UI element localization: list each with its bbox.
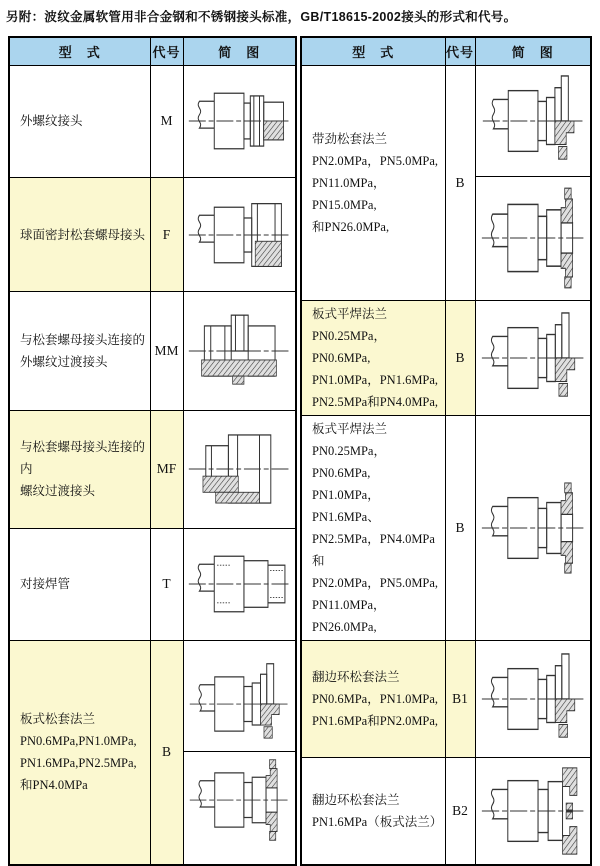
- necked-loose-flange-section-icon: [479, 186, 587, 290]
- diagram-cell: [183, 529, 296, 641]
- plate-loose-flange-section-icon: [187, 758, 291, 842]
- type-text-line: 对接焊管: [20, 577, 71, 592]
- header-cell-type: 型 式: [9, 37, 150, 65]
- type-cell: [301, 757, 445, 865]
- table-row-flanged-ring-plate-flange: [301, 757, 591, 865]
- type-text-line: 板式平焊法兰: [312, 421, 388, 436]
- type-text-line: PN2.0MPa，PN5.0MPa,: [312, 153, 439, 168]
- type-text-line: PN2.5MPa，PN4.0MPa和: [312, 531, 435, 568]
- type-cell: [9, 178, 150, 292]
- table-row-flanged-ring-loose-flange: [301, 640, 591, 757]
- type-text-line: PN11.0MPa，PN26.0MPa,: [312, 597, 386, 634]
- type-text-line: PN0.6MPa，PN1.0MPa,: [312, 691, 439, 706]
- type-text-line: PN1.6MPa（板式法兰）: [312, 814, 443, 829]
- diagram-subcell: [476, 176, 591, 300]
- plate-weld-flange-icon: [479, 311, 587, 405]
- type-cell: [301, 640, 445, 757]
- diagram-cell-split: [475, 65, 591, 300]
- male-female-transition-fitting-icon: [186, 426, 292, 512]
- type-text-line: PN11.0MPa，PN15.0MPa,: [312, 175, 386, 212]
- type-cell: [9, 640, 150, 865]
- type-text-line: PN2.5MPa和PN4.0MPa,: [312, 394, 439, 409]
- code-cell: MF: [150, 410, 183, 529]
- code-cell: MM: [150, 292, 183, 411]
- type-text-line: PN1.6MPa,PN2.5MPa,: [20, 756, 137, 771]
- diagram-subcell: [184, 656, 296, 751]
- code-cell: B: [445, 415, 475, 640]
- table-row-male-male-transition: [9, 292, 296, 411]
- code-cell: M: [150, 65, 183, 178]
- header-cell-code: 代号: [445, 37, 475, 65]
- table-row-plate-loose-flange: [9, 640, 296, 865]
- header-cell-diagram: 简 图: [475, 37, 591, 65]
- type-cell: [9, 65, 150, 178]
- type-text-line: PN0.25MPa，PN0.6MPa,: [312, 443, 386, 480]
- type-cell: [9, 410, 150, 529]
- connector-table-left: [8, 36, 297, 866]
- code-cell: F: [150, 178, 183, 292]
- header-cell-code: 代号: [150, 37, 183, 65]
- male-male-transition-fitting-icon: [186, 308, 292, 394]
- diagram-cell: [475, 757, 591, 865]
- tables-container: [8, 36, 600, 866]
- code-cell: B: [445, 300, 475, 415]
- necked-loose-flange-front-icon: [480, 74, 586, 168]
- type-text-line: PN0.25MPa，PN0.6MPa,: [312, 328, 386, 365]
- type-cell: [301, 415, 445, 640]
- type-text-line: PN1.6MPa和PN2.0MPa,: [312, 713, 439, 728]
- type-text-line: 与松套螺母接头连接的: [20, 332, 146, 347]
- type-text-line: 外螺纹接头: [20, 114, 83, 129]
- type-cell: [9, 529, 150, 641]
- header-row: [9, 37, 296, 65]
- type-text-line: 翻边环松套法兰: [312, 669, 400, 684]
- diagram-cell: [475, 415, 591, 640]
- butt-weld-pipe-icon: [186, 541, 292, 627]
- type-cell: [301, 300, 445, 415]
- diagram-cell: [183, 410, 296, 529]
- table-row-male-female-transition: [9, 410, 296, 529]
- diagram-cell: [183, 65, 296, 178]
- type-text-line: PN0.6MPa,PN1.0MPa,: [20, 734, 137, 749]
- table-row-butt-weld: [9, 529, 296, 641]
- diagram-subcell: [184, 751, 296, 848]
- diagram-subcell: [476, 66, 591, 176]
- type-text-line: 螺纹过渡接头: [20, 484, 96, 499]
- table-row-male-thread: [9, 65, 296, 178]
- type-text-line: PN1.0MPa，PN1.6MPa、: [312, 487, 380, 524]
- code-cell: B2: [445, 757, 475, 865]
- type-text-line: PN2.0MPa，PN5.0MPa,: [312, 575, 439, 590]
- code-cell: B: [150, 640, 183, 865]
- diagram-cell: [183, 178, 296, 292]
- type-text-line: 和PN4.0MPa: [20, 778, 88, 793]
- type-cell: [9, 292, 150, 411]
- table-row-plate-weld-flange-2: [301, 415, 591, 640]
- code-cell: B1: [445, 640, 475, 757]
- code-cell: B: [445, 65, 475, 300]
- type-text-line: 翻边环松套法兰: [312, 792, 400, 807]
- type-text-line: 外螺纹过渡接头: [20, 354, 108, 369]
- header-cell-diagram: 简 图: [183, 37, 296, 65]
- male-thread-fitting-icon: [186, 78, 292, 164]
- table-row-plate-weld-flange: [301, 300, 591, 415]
- code-cell: T: [150, 529, 183, 641]
- connector-table-right: [300, 36, 592, 866]
- page-caption: 另附：波纹金属软管用非合金钢和不锈钢接头标准，GB/T18615-2002接头的形式和代号。: [6, 10, 517, 24]
- diagram-cell: [475, 300, 591, 415]
- diagram-cell-split: [183, 640, 296, 865]
- table-row-spherical-swivel-nut: [9, 178, 296, 292]
- header-cell-type: 型 式: [301, 37, 445, 65]
- type-text-line: 球面密封松套螺母接头: [20, 227, 146, 242]
- type-text-line: 与松套螺母接头连接的内: [20, 440, 146, 477]
- header-row: [301, 37, 591, 65]
- diagram-cell: [475, 640, 591, 757]
- type-text-line: PN1.0MPa，PN1.6MPa,: [312, 372, 439, 387]
- plate-weld-flange-section-icon: [479, 481, 587, 575]
- type-text-line: 板式松套法兰: [20, 712, 96, 727]
- flanged-ring-loose-plate-flange-icon: [479, 764, 587, 858]
- diagram-cell: [183, 292, 296, 411]
- type-text-line: 和PN26.0MPa,: [312, 219, 390, 234]
- table-row-necked-loose-flange: [301, 65, 591, 300]
- spherical-seal-swivel-nut-fitting-icon: [186, 192, 292, 278]
- plate-loose-flange-front-icon: [187, 662, 291, 746]
- type-text-line: 板式平焊法兰: [312, 306, 388, 321]
- type-text-line: 带劲松套法兰: [312, 131, 388, 146]
- type-cell: [301, 65, 445, 300]
- flanged-ring-loose-flange-icon: [479, 652, 587, 746]
